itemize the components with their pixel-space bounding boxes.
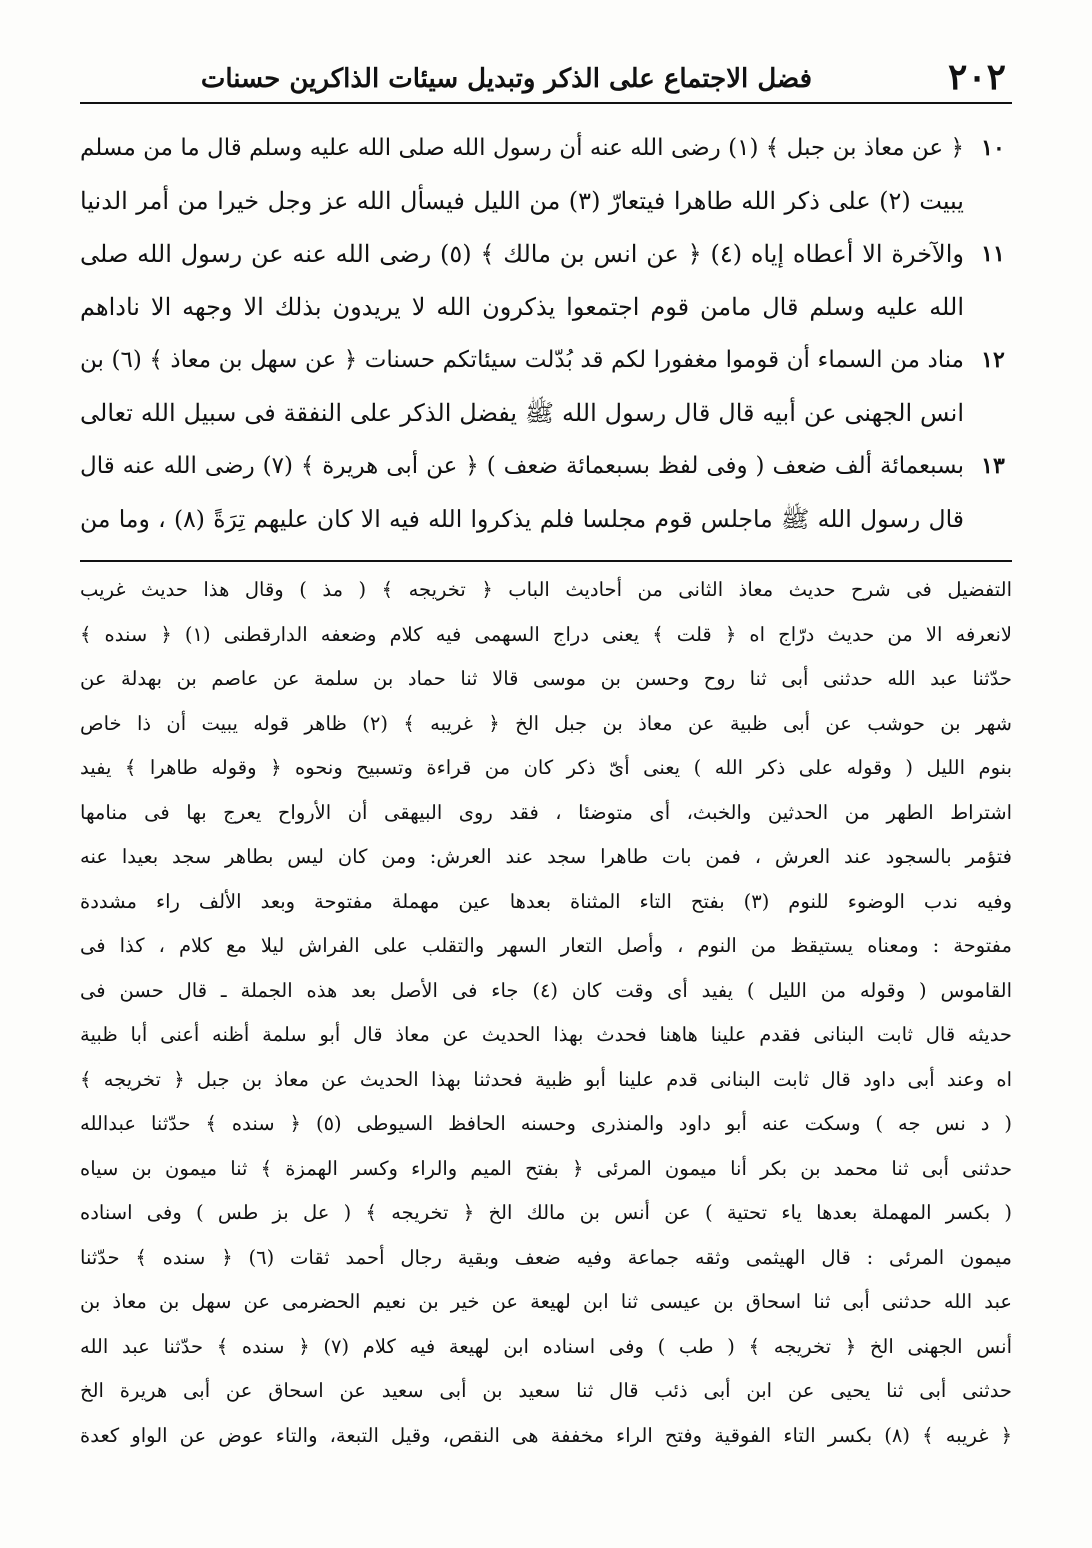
hadith-number: ١١ [981, 241, 1005, 267]
commentary-line: ( بكسر المهملة بعدها ياء تحتية ) عن أنس بن مالك الخ ﴿ تخريجه ﴾ ( عل بز طس ) وفى اسناده [80, 1201, 1012, 1224]
hadith-number: ١٢ [981, 347, 1005, 373]
main-line-text: ﴿ عن معاذ بن جبل ﴾ (١) رضى الله عنه أن رسول الله صلى الله عليه وسلم قال ما من مسلم [80, 135, 964, 161]
main-line-text: والآخرة الا أعطاه إياه (٤) ﴿ عن انس بن مالك ﴾ (٥) رضى الله عنه عن رسول الله صلى [80, 240, 964, 268]
page-header [80, 52, 1012, 104]
main-line-text: الله عليه وسلم قال مامن قوم اجتمعوا يذكرون الله لا يريدون بذلك الا وجهه الا ناداهم [80, 293, 964, 321]
main-line-text: مناد من السماء أن قوموا مغفورا لكم قد بُدّلت سيئاتكم حسنات ﴿ عن سهل بن معاذ ﴾ (٦) بن [80, 347, 964, 373]
main-line [80, 387, 1012, 440]
main-line [80, 334, 1012, 387]
commentary-line: وفيه ندب الوضوء للنوم (٣) بفتح التاء المثناة بعدها عين مهملة مفتوحة وبعد الألف راء مشددة [80, 889, 1012, 913]
main-line-text: يبيت (٢) على ذكر الله طاهرا فيتعارّ (٣) من الليل فيسأل الله عز وجل خيرا من أمر الدنيا [80, 187, 964, 215]
commentary-line: حدثنى أبى ثنا يحيى عن ابن أبى ذئب قال ثنا سعيد بن أبى سعيد عن اسحاق عن أبى هريرة الخ [80, 1379, 1012, 1402]
main-line [80, 228, 1012, 281]
commentary-line: اه وعند أبى داود قال ثابت البنانى قدم علينا أبو ظبية فحدثنا بهذا الحديث عن معاذ بن جبل ﴿ تخريجه ﴾ [80, 1067, 1012, 1091]
footnote-divider [80, 560, 1012, 562]
commentary-notes [80, 568, 1012, 1458]
main-line [80, 281, 1012, 334]
main-line [80, 493, 1012, 546]
commentary-line: ﴿ غريبه ﴾ (٨) بكسر التاء الفوقية وفتح الراء مخففة هى النقص، وقيل التبعة، والتاء عوض عن الواو كعدة [80, 1423, 1012, 1447]
commentary-line: أنس الجهنى الخ ﴿ تخريجه ﴾ ( طب ) وفى اسناده ابن لهيعة فيه كلام (٧) ﴿ سنده ﴾ حدّثنا عبد الله [80, 1334, 1012, 1358]
commentary-line: التفضيل فى شرح حديث معاذ الثانى من أحاديث الباب ﴿ تخريجه ﴾ ( مذ ) وقال هذا حديث غريب [80, 578, 1012, 601]
main-text [80, 122, 1012, 546]
main-line-text: قال رسول الله ﷺ ماجلس قوم مجلسا فلم يذكروا الله فيه الا كان عليهم تِرَةً (٨) ، وما من [80, 505, 964, 533]
commentary-line: اشتراط الطهر من الحدثين والخبث، أى متوضئا ، فقد روى البيهقى أن الأرواح يعرج بها فى منامها [80, 800, 1012, 824]
commentary-line: لانعرفه الا من حديث درّاج اه ﴿ قلت ﴾ يعنى دراج السهمى فيه كلام وضعفه الدارقطنى (١) ﴿ سنده ﴾ [80, 622, 1012, 646]
hadith-number: ١٣ [981, 453, 1005, 479]
commentary-line: ميمون المرئى : قال الهيثمى وثقه جماعة وفيه ضعف وبقية رجال أحمد ثقات (٦) ﴿ سنده ﴾ حدّثنا [80, 1245, 1012, 1269]
running-title: فضل الاجتماع على الذكر وتبديل سيئات الذاكرين حسنات [200, 64, 812, 94]
main-line [80, 122, 1012, 175]
commentary-line: مفتوحة : ومعناه يستيقظ من النوم ، وأصل التعار السهر والتقلب على الفراش ليلا مع كلام ، كذا فى [80, 934, 1012, 957]
commentary-line: فتؤمر بالسجود عند العرش ، فمن بات طاهرا سجد عند العرش: ومن كان ليس بطاهر سجد بعيدا عنه [80, 845, 1012, 868]
commentary-line: عبد الله حدثنى أبى ثنا اسحاق بن عيسى ثنا ابن لهيعة عن خير بن نعيم الحضرمى عن سهل بن معاذ بن [80, 1290, 1012, 1313]
commentary-line: حدّثنا عبد الله حدثنى أبى ثنا روح وحسن بن موسى قالا ثنا حماد بن سلمة عن عاصم بن بهدلة عن [80, 667, 1012, 690]
commentary-line: شهر بن حوشب عن أبى ظبية عن معاذ بن جبل الخ ﴿ غريبه ﴾ (٢) ظاهر قوله يبيت أن ذا خاص [80, 711, 1012, 735]
hadith-number: ١٠ [981, 135, 1005, 161]
main-line-text: انس الجهنى عن أبيه قال قال رسول الله ﷺ يفضل الذكر على النفقة فى سبيل الله تعالى [80, 399, 964, 427]
commentary-line: بنوم الليل ( وقوله على ذكر الله ) يعنى أىّ ذكر كان من قراءة وتسبيح ونحوه ﴿ وقوله طاهرا ﴾ يفيد [80, 756, 1012, 779]
page-number: ٢٠٢ [947, 56, 1006, 98]
commentary-line: حدثنى أبى ثنا محمد بن بكر أنا ميمون المرئى ﴿ بفتح الميم والراء وكسر الهمزة ﴾ ثنا ميمون بن سياه [80, 1156, 1012, 1180]
commentary-line: ( د نس جه ) وسكت عنه أبو داود والمنذرى وحسنه الحافظ السيوطى (٥) ﴿ سنده ﴾ حدّثنا عبدالله [80, 1112, 1012, 1135]
commentary-line: القاموس ( وقوله من الليل ) يفيد أى وقت كان (٤) جاء فى الأصل بعد هذه الجملة ـ قال حسن فى [80, 978, 1012, 1002]
main-line [80, 440, 1012, 493]
main-line-text: بسبعمائة ألف ضعف ( وفى لفظ بسبعمائة ضعف ) ﴿ عن أبى هريرة ﴾ (٧) رضى الله عنه قال [80, 453, 964, 479]
main-line [80, 175, 1012, 228]
commentary-line: حديثه قال ثابت البنانى فقدم علينا هاهنا فحدث بهذا الحديث عن معاذ قال أبو سلمة أظنه أعنى أبا ظبية [80, 1023, 1012, 1046]
